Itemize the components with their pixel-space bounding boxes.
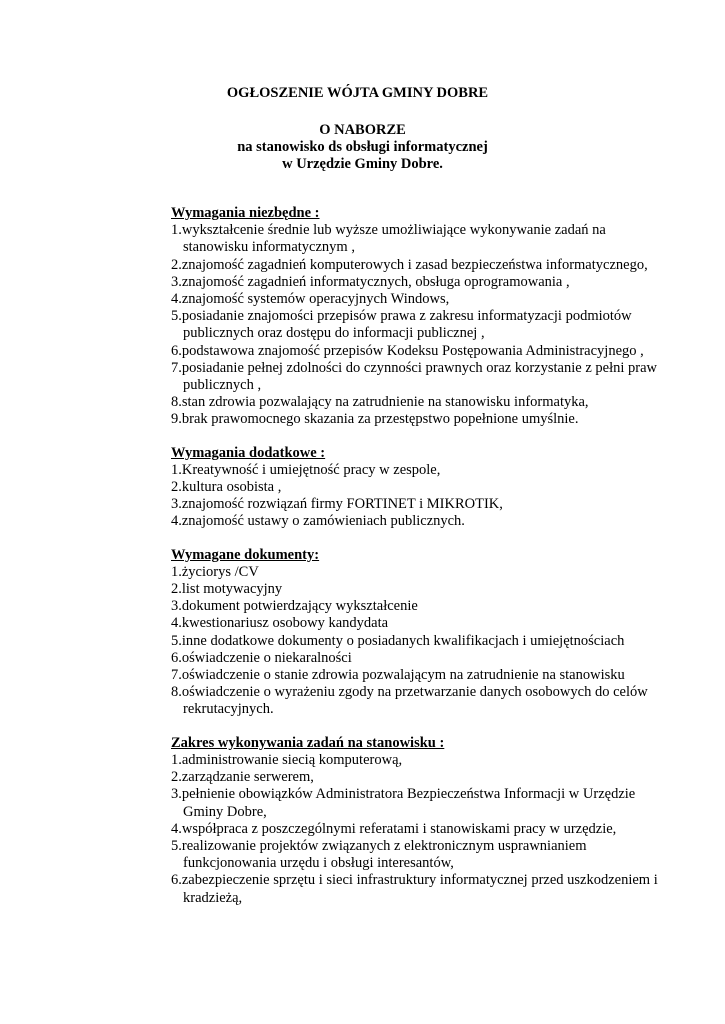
list-item: 1.administrowanie siecią komputerową, — [171, 751, 403, 768]
list-item: 1.życiorys /CV — [171, 563, 259, 580]
section-documents — [171, 547, 671, 719]
announcement-subtitle-2: na stanowisko ds obsługi informatycznej — [237, 139, 488, 155]
announcement-subtitle-3: w Urzędzie Gminy Dobre. — [282, 156, 443, 172]
list-item: 2.kultura osobista , — [171, 479, 282, 496]
list-item: 1.wykształcenie średnie lub wyższe umożliwiające wykonywanie zadań na stanowisku informatycznym , — [171, 222, 606, 256]
list-item: 4.kwestionariusz osobowy kandydata — [171, 615, 389, 632]
list-item: 1.Kreatywność i umiejętność pracy w zespole, — [171, 461, 441, 478]
list-item: 2.list motywacyjny — [171, 581, 283, 598]
list-item: 5.posiadanie znajomości przepisów prawa z zakresu informatyzacji podmiotów publicznych oraz dostępu do informacji publicznej , — [171, 308, 632, 342]
list-item: 5.inne dodatkowe dokumenty o posiadanych kwalifikacjach i umiejętnościach — [171, 632, 625, 649]
list-item: 3.dokument potwierdzający wykształcenie — [171, 598, 418, 615]
list-item: 8.oświadczenie o wyrażeniu zgody na przetwarzanie danych osobowych do celów rekrutacyjnych. — [171, 684, 648, 718]
section-additional — [171, 445, 671, 531]
list-item: 7.posiadanie pełnej zdolności do czynności prawnych oraz korzystanie z pełni praw publicznych , — [171, 359, 657, 394]
list-item: 6.podstawowa znajomość przepisów Kodeksu Postępowania Administracyjnego , — [171, 342, 644, 359]
list-item: 4.znajomość systemów operacyjnych Windows, — [171, 291, 450, 308]
title-block — [0, 85, 725, 173]
section-duties — [171, 735, 671, 907]
list-item: 4.współpraca z poszczególnymi referatami i stanowiskami pracy w urzędzie, — [171, 820, 617, 837]
section-heading: Wymagane dokumenty: — [171, 546, 320, 563]
list-item: 6.oświadczenie o niekaralności — [171, 649, 352, 666]
document-body — [171, 205, 671, 923]
section-heading: Wymagania niezbędne : — [171, 205, 320, 221]
section-required — [171, 205, 671, 429]
list-item: 7.oświadczenie o stanie zdrowia pozwalającym na zatrudnienie na stanowisku — [171, 667, 625, 684]
section-heading: Zakres wykonywania zadań na stanowisku : — [171, 734, 445, 751]
list-item: 4.znajomość ustawy o zamówieniach publicznych. — [171, 513, 465, 530]
additional-list — [171, 462, 671, 531]
list-item: 3.znajomość rozwiązań firmy FORTINET i MIKROTIK, — [171, 496, 503, 513]
list-item: 5.realizowanie projektów związanych z elektronicznym usprawnianiem funkcjonowania urzędu i obsługi interesantów, — [171, 837, 587, 872]
list-item: 3.pełnienie obowiązków Administratora Bezpieczeństwa Informacji w Urzędzie Gminy Dobre, — [171, 786, 636, 820]
list-item: 6.zabezpieczenie sprzętu i sieci infrastruktury informatycznej przed uszkodzeniem i kradzieżą, — [171, 872, 658, 906]
announcement-title: OGŁOSZENIE WÓJTA GMINY DOBRE — [226, 85, 489, 101]
duties-list — [171, 752, 671, 907]
requirements-list — [171, 222, 671, 428]
list-item: 9.brak prawomocnego skazania za przestępstwo popełnione umyślnie. — [171, 411, 579, 428]
section-heading: Wymagania dodatkowe : — [171, 444, 326, 461]
list-item: 2.znajomość zagadnień komputerowych i zasad bezpieczeństwa informatycznego, — [171, 256, 648, 273]
documents-list — [171, 564, 671, 719]
list-item: 2.zarządzanie serwerem, — [171, 769, 314, 786]
list-item: 3.znajomość zagadnień informatycznych, obsługa oprogramowania , — [171, 273, 570, 290]
announcement-subtitle-1: O NABORZE — [319, 122, 406, 138]
list-item: 8.stan zdrowia pozwalający na zatrudnienie na stanowisku informatyka, — [171, 394, 589, 411]
